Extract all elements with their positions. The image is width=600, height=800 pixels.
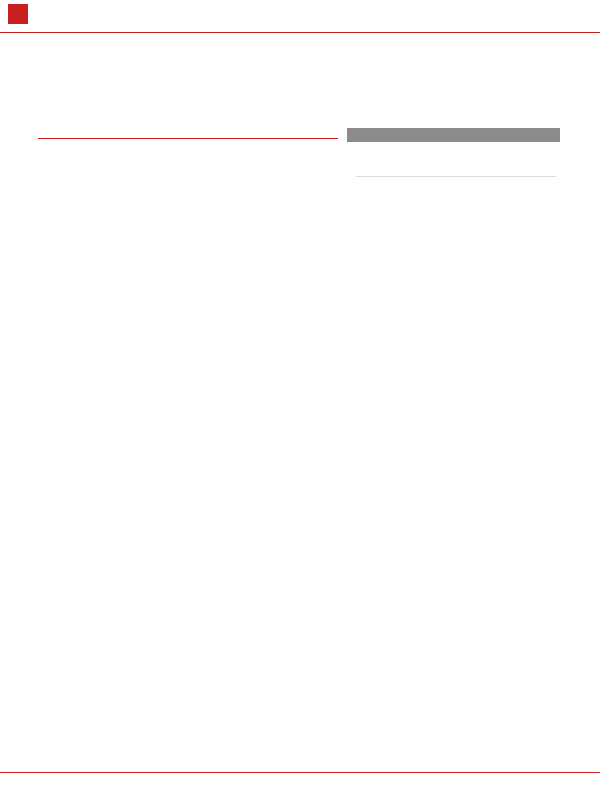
footer-divider	[0, 772, 600, 773]
industry-trend-chart	[356, 205, 556, 335]
sidebar-heading	[347, 128, 560, 142]
subtitle-divider	[38, 138, 338, 139]
header-divider	[0, 32, 600, 33]
company-logo-icon	[8, 4, 28, 24]
sidebar-divider	[356, 176, 556, 177]
